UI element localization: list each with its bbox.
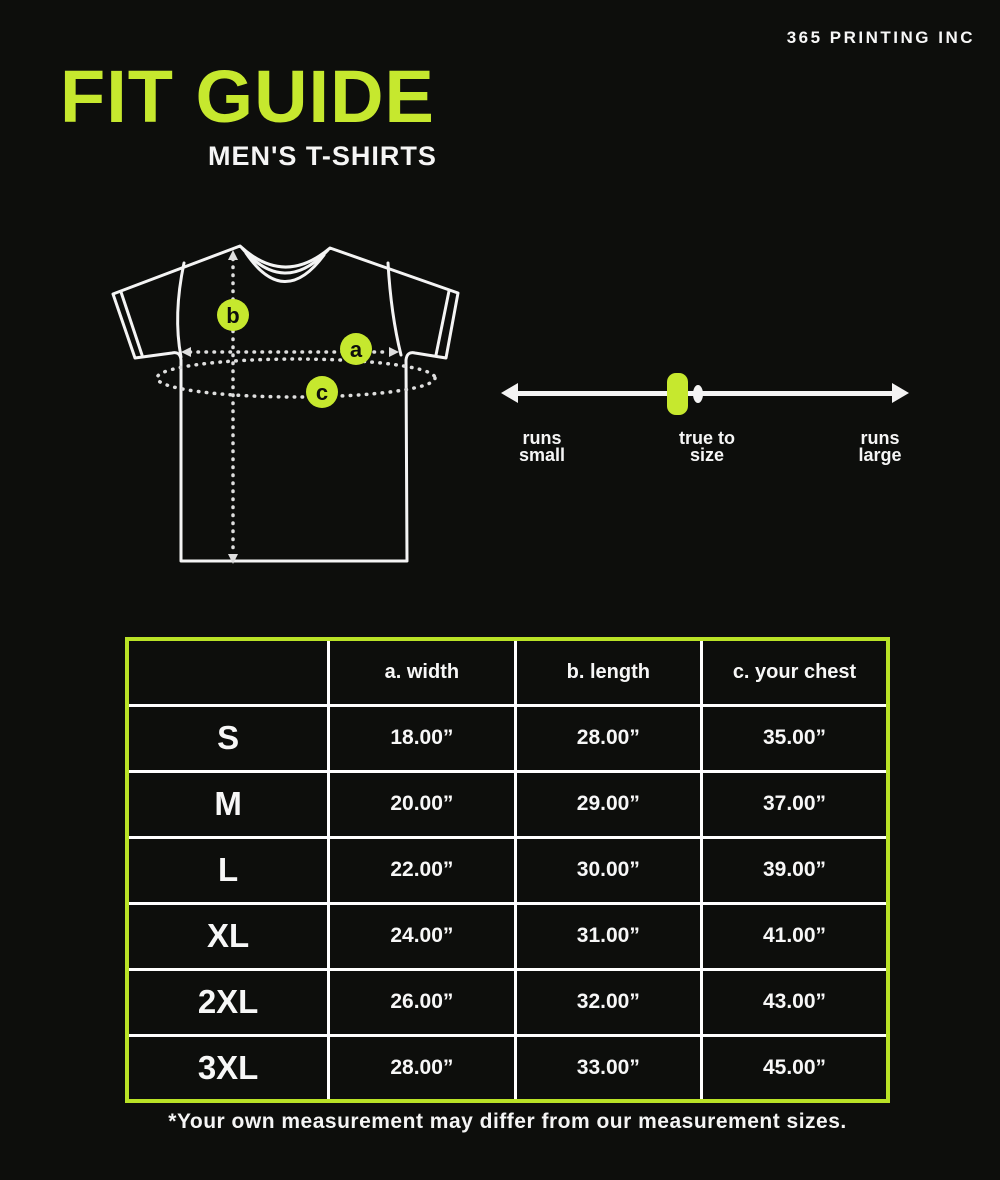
table-header-row [127, 639, 888, 705]
size-chart-table [125, 637, 890, 1103]
width-value: 28.00” [329, 1035, 515, 1101]
scale-dot [693, 385, 703, 403]
fit-scale [500, 350, 910, 480]
length-value: 31.00” [515, 903, 701, 969]
chest-value: 45.00” [702, 1035, 888, 1101]
table-row [127, 705, 888, 771]
table-row [127, 771, 888, 837]
chest-value: 39.00” [702, 837, 888, 903]
chest-value: 35.00” [702, 705, 888, 771]
width-value: 20.00” [329, 771, 515, 837]
measurement-arrowheads [181, 250, 399, 564]
scale-marker-true-to-size [667, 373, 688, 415]
chest-value: 43.00” [702, 969, 888, 1035]
svg-text:b: b [226, 303, 240, 328]
scale-label-true-to-size: true to size [679, 428, 735, 465]
point-label-chest [306, 376, 338, 408]
table-row [127, 969, 888, 1035]
svg-text:c: c [315, 380, 329, 405]
length-value: 29.00” [515, 771, 701, 837]
size-label: 2XL [127, 969, 329, 1035]
brand-name: 365 PRINTING INC [786, 28, 975, 47]
size-label: S [127, 705, 329, 771]
scale-line [512, 391, 898, 396]
header-chest: c. your chest [702, 639, 888, 705]
page-subtitle: MEN'S T-SHIRTS [208, 141, 437, 171]
size-label: 3XL [127, 1035, 329, 1101]
width-value: 26.00” [329, 969, 515, 1035]
tshirt-outline [113, 246, 458, 561]
header-size [127, 639, 329, 705]
chest-value: 37.00” [702, 771, 888, 837]
width-value: 24.00” [329, 903, 515, 969]
measurement-disclaimer: *Your own measurement may differ from our measurement sizes. [168, 1110, 847, 1133]
size-label: L [127, 837, 329, 903]
chest-value: 41.00” [702, 903, 888, 969]
scale-label-runs-large: runs large [858, 428, 902, 465]
table-row [127, 1035, 888, 1101]
width-value: 22.00” [329, 837, 515, 903]
length-value: 30.00” [515, 837, 701, 903]
size-label: XL [127, 903, 329, 969]
point-label-length [217, 299, 249, 331]
page-title: FIT GUIDE [60, 55, 435, 138]
scale-arrow-right-icon [892, 383, 909, 403]
size-label: M [127, 771, 329, 837]
length-value: 33.00” [515, 1035, 701, 1101]
header-length: b. length [515, 639, 701, 705]
length-value: 32.00” [515, 969, 701, 1035]
length-value: 28.00” [515, 705, 701, 771]
width-value: 18.00” [329, 705, 515, 771]
tshirt-measurement-diagram [100, 235, 480, 575]
table-row [127, 903, 888, 969]
scale-label-runs-small: runs small [518, 428, 566, 465]
table-row [127, 837, 888, 903]
measurement-guides [157, 259, 435, 555]
svg-text:a: a [349, 337, 363, 362]
header-width: a. width [329, 639, 515, 705]
point-label-width [340, 333, 372, 365]
